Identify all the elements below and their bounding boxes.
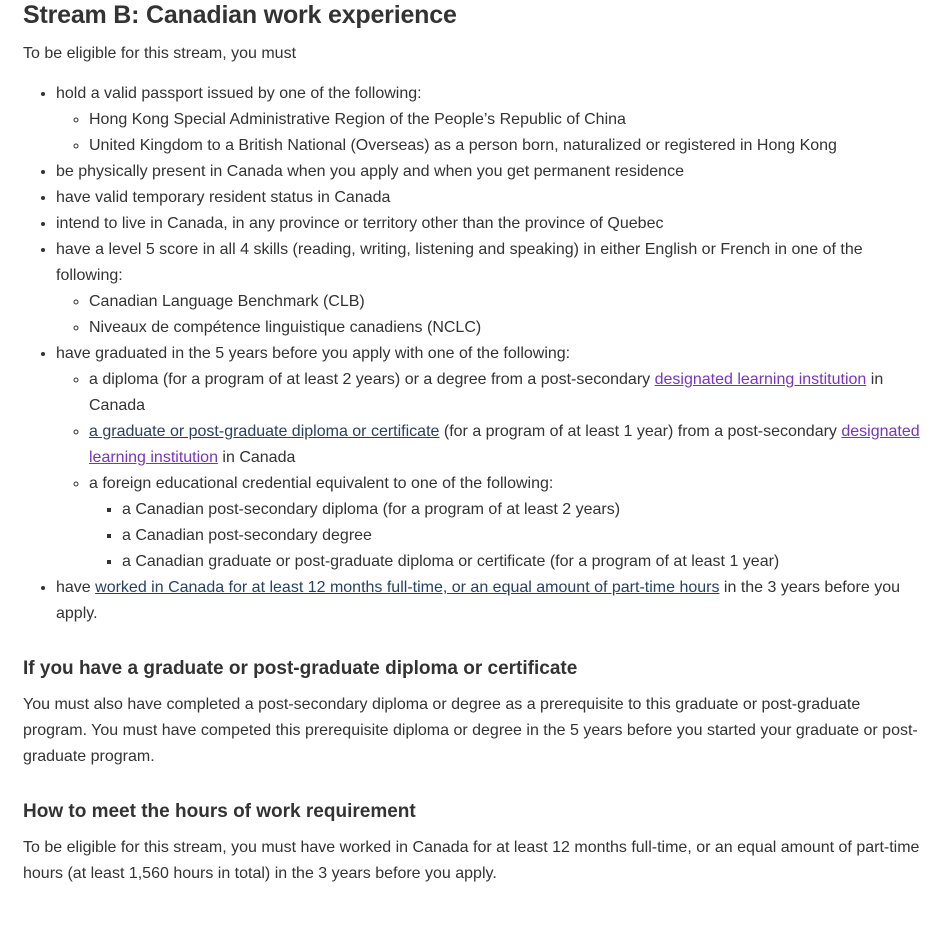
section-paragraph: To be eligible for this stream, you must have worked in Canada for at least 12 months full-time, or an equal amount of part-time hours (at least 1,560 hours in total) in the 3 years before you apply.	[23, 839, 920, 882]
list-item-text: intend to live in Canada, in any province or territory other than the province of Quebec	[56, 215, 664, 232]
list-item-text: Niveaux de compétence linguistique canadiens (NCLC)	[89, 319, 482, 336]
section-graduate-diploma	[23, 656, 923, 770]
intro-text: To be eligible for this stream, you must	[23, 45, 297, 62]
bullet-list-level-2	[56, 107, 923, 159]
bullet-list-level-2	[56, 367, 923, 575]
list-item	[56, 185, 923, 211]
list-item	[56, 81, 923, 159]
list-item-text: Hong Kong Special Administrative Region of the People’s Republic of China	[89, 111, 626, 128]
eligibility-list	[23, 81, 923, 627]
inline-link[interactable]: designated learning institution	[654, 371, 867, 388]
list-item-text: a diploma (for a program of at least 2 years) or a degree from a post-secondary	[89, 371, 655, 388]
inline-link[interactable]: worked in Canada for at least 12 months full-time, or an equal amount of part-time hours	[95, 579, 720, 596]
list-item-text: have	[56, 579, 96, 596]
list-item	[56, 341, 923, 575]
section-heading: If you have a graduate or post-graduate diploma or certificate	[23, 658, 578, 679]
list-item-text: (for a program of at least 1 year) from a post-secondary	[439, 423, 842, 440]
bullet-list-level-3	[89, 497, 923, 575]
inline-link[interactable]: designated learning institution	[89, 423, 920, 466]
list-item	[89, 107, 923, 133]
list-item-text: in Canada	[89, 371, 884, 414]
list-item-text: United Kingdom to a British National (Overseas) as a person born, naturalized or registered in Hong Kong	[89, 137, 837, 154]
list-item-text: in the 3 years before you apply.	[56, 579, 901, 622]
section-paragraph: You must also have completed a post-secondary diploma or degree as a prerequisite to this graduate or post-graduate program. You must have competed this prerequisite diploma or degree in the 5 years before you started your graduate or post-graduate program.	[23, 696, 918, 765]
section-heading: How to meet the hours of work requirement	[23, 801, 416, 822]
list-item-text: have a level 5 score in all 4 skills (reading, writing, listening and speaking) in either English or French in one of the following:	[56, 241, 863, 284]
list-item	[56, 237, 923, 341]
list-item-text: a Canadian post-secondary diploma (for a program of at least 2 years)	[122, 501, 621, 518]
list-item	[56, 211, 923, 237]
list-item-text: hold a valid passport issued by one of the following:	[56, 85, 422, 102]
list-item	[89, 419, 923, 471]
section-hours-of-work	[23, 799, 923, 887]
list-item-text: in Canada	[217, 449, 296, 466]
list-item	[122, 497, 923, 523]
page-title: Stream B: Canadian work experience	[23, 1, 457, 29]
inline-link[interactable]: a graduate or post-graduate diploma or certificate	[89, 423, 440, 440]
list-item-text: Canadian Language Benchmark (CLB)	[89, 293, 365, 310]
list-item	[56, 159, 923, 185]
list-item	[89, 289, 923, 315]
list-item-text: have graduated in the 5 years before you apply with one of the following:	[56, 345, 571, 362]
bullet-list-level-2	[56, 289, 923, 341]
list-item-text: a Canadian post-secondary degree	[122, 527, 372, 544]
list-item	[122, 523, 923, 549]
list-item	[122, 549, 923, 575]
list-item-text: a Canadian graduate or post-graduate diploma or certificate (for a program of at least 1 year)	[122, 553, 780, 570]
list-item	[89, 315, 923, 341]
list-item	[56, 575, 923, 627]
list-item	[89, 133, 923, 159]
list-item	[89, 367, 923, 419]
list-item-text: be physically present in Canada when you apply and when you get permanent residence	[56, 163, 684, 180]
list-item-text: have valid temporary resident status in Canada	[56, 189, 391, 206]
list-item-text: a foreign educational credential equivalent to one of the following:	[89, 475, 554, 492]
list-item	[89, 471, 923, 575]
bullet-list-level-1	[23, 81, 923, 627]
